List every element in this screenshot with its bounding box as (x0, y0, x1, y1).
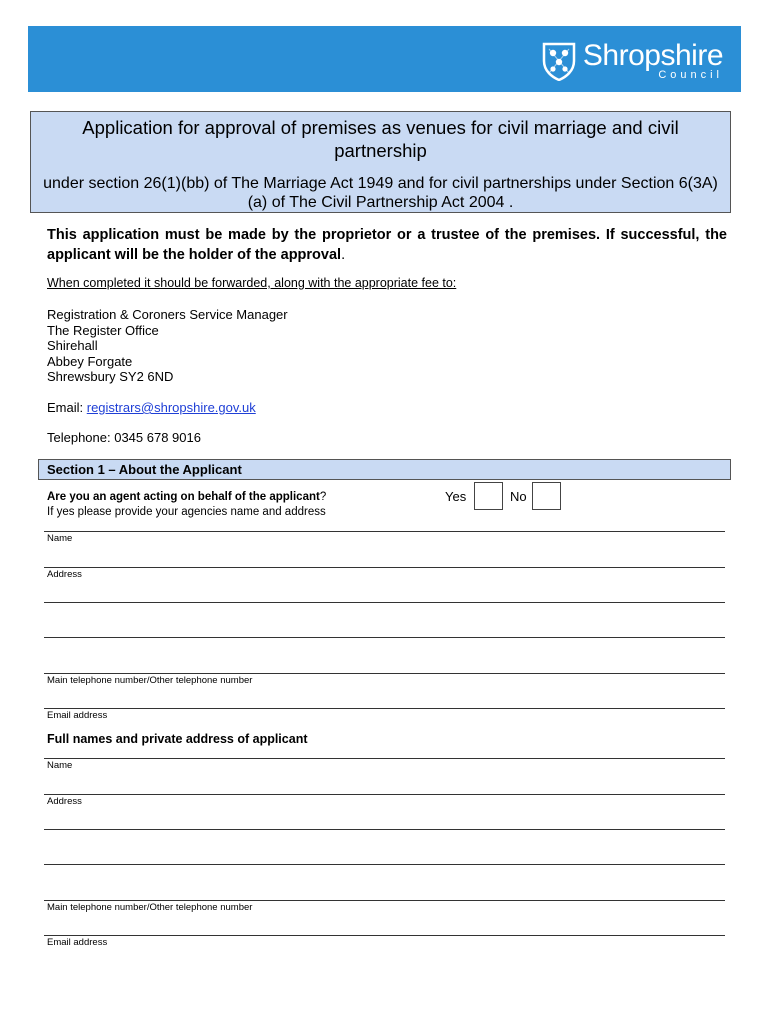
intro-statement (47, 225, 727, 265)
logo-sub-text: Council (658, 69, 723, 81)
applicant-email-field[interactable] (44, 935, 725, 936)
applicant-email-label: Email address (47, 937, 108, 948)
page-subtitle: under section 26(1)(bb) of The Marriage Act 1949 and for civil partnerships under Section 6(3A)(a) of The Civil Partnership Act 2004 . (43, 175, 718, 211)
applicant-address-line-2[interactable] (44, 829, 725, 830)
email-link[interactable]: registrars@shropshire.gov.uk (86, 400, 256, 415)
agent-name-label: Name (47, 533, 73, 544)
title-box (30, 111, 731, 213)
crest-icon (541, 41, 577, 81)
page-title: Application for approval of premises as venues for civil marriage and civil partnership (82, 117, 679, 161)
email-label: Email: (47, 400, 87, 415)
applicant-name-field[interactable] (44, 758, 725, 759)
agent-question (47, 490, 326, 520)
applicant-telephone-label: Main telephone number/Other telephone number (47, 902, 253, 913)
agent-email-field[interactable] (44, 708, 725, 709)
address-line: Shrewsbury SY2 6ND (47, 369, 174, 384)
agent-address-label: Address (47, 569, 82, 580)
agent-email-label: Email address (47, 710, 108, 721)
agent-address-field[interactable] (44, 567, 725, 568)
applicant-address-field[interactable] (44, 794, 725, 795)
yes-label: Yes (445, 489, 467, 504)
agent-telephone-label: Main telephone number/Other telephone number (47, 675, 253, 686)
agent-name-field[interactable] (44, 531, 725, 532)
forward-note: When completed it should be forwarded, along with the appropriate fee to: (47, 276, 457, 290)
telephone-line: Telephone: 0345 678 9016 (47, 430, 201, 445)
agent-instruction: If yes please provide your agencies name and address (47, 506, 326, 518)
address-line: Abbey Forgate (47, 353, 133, 369)
council-logo (541, 40, 723, 82)
address-line: Registration & Coroners Service Manager (47, 307, 288, 322)
agent-address-line-3[interactable] (44, 637, 725, 638)
intro-bold-text: This application must be made by the proprietor or a trustee of the premises. If successful, the applicant will be the holder of the approval (47, 227, 727, 263)
header-banner (28, 26, 741, 92)
applicant-name-label: Name (47, 760, 73, 771)
address-line: The Register Office (47, 322, 159, 338)
yes-checkbox[interactable] (474, 482, 503, 510)
section-1-heading: Section 1 – About the Applicant (38, 459, 731, 480)
agent-question-mark: ? (319, 491, 327, 503)
applicant-heading: Full names and private address of applicant (47, 732, 308, 746)
address-line: Shirehall (47, 338, 98, 353)
no-label: No (510, 489, 527, 504)
agent-address-line-2[interactable] (44, 602, 725, 603)
applicant-telephone-field[interactable] (44, 900, 725, 901)
applicant-address-line-3[interactable] (44, 864, 725, 865)
agent-telephone-field[interactable] (44, 673, 725, 674)
email-line (47, 400, 256, 415)
intro-end: . (341, 247, 346, 263)
logo-main-text: Shropshire (582, 39, 723, 72)
applicant-address-label: Address (47, 796, 82, 807)
no-checkbox[interactable] (532, 482, 561, 510)
postal-address (47, 307, 288, 385)
agent-question-text: Are you an agent acting on behalf of the applicant (47, 491, 320, 503)
